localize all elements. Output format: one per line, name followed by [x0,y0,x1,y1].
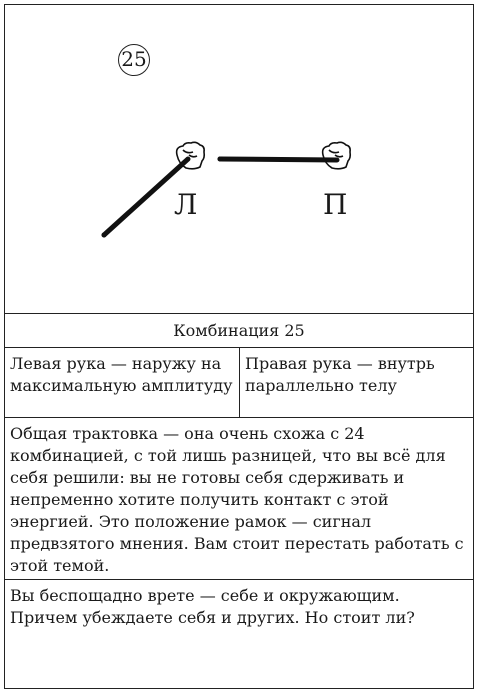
left-frame-tip [102,233,107,238]
left-hand-label: Л [174,188,198,221]
general-interpretation: Общая трактовка — она очень схожа с 24 комбинацией, с той лишь разницей, что вы всё для себя решили: вы не готовы себя сдерживать и непременно хотите получить контакт с этой энергией. Это положение рамок — сигнал предвзятого мнения. Вам стоит перестать работать с этой темой. [5,418,473,580]
combination-card [4,4,474,689]
frames-figure [5,5,473,314]
combination-title: Комбинация 25 [5,314,473,348]
right-frame-tip [218,157,223,162]
left-hand-description: Левая рука — наружу на максимальную амплитуду [5,348,240,417]
hands-row [5,348,473,418]
frames-diagram [5,5,473,312]
verdict-text: Вы беспощадно врете — себе и окружающим. Причем убеждаете себя и других. Но стоит ли? [10,586,415,627]
right-frame-rod [220,159,337,160]
right-hand-description: Правая рука — внутрь параллельно телу [245,354,435,395]
combination-number-badge: 25 [118,44,150,76]
right-hand-label: П [323,188,348,221]
right-fist-icon [323,142,351,168]
